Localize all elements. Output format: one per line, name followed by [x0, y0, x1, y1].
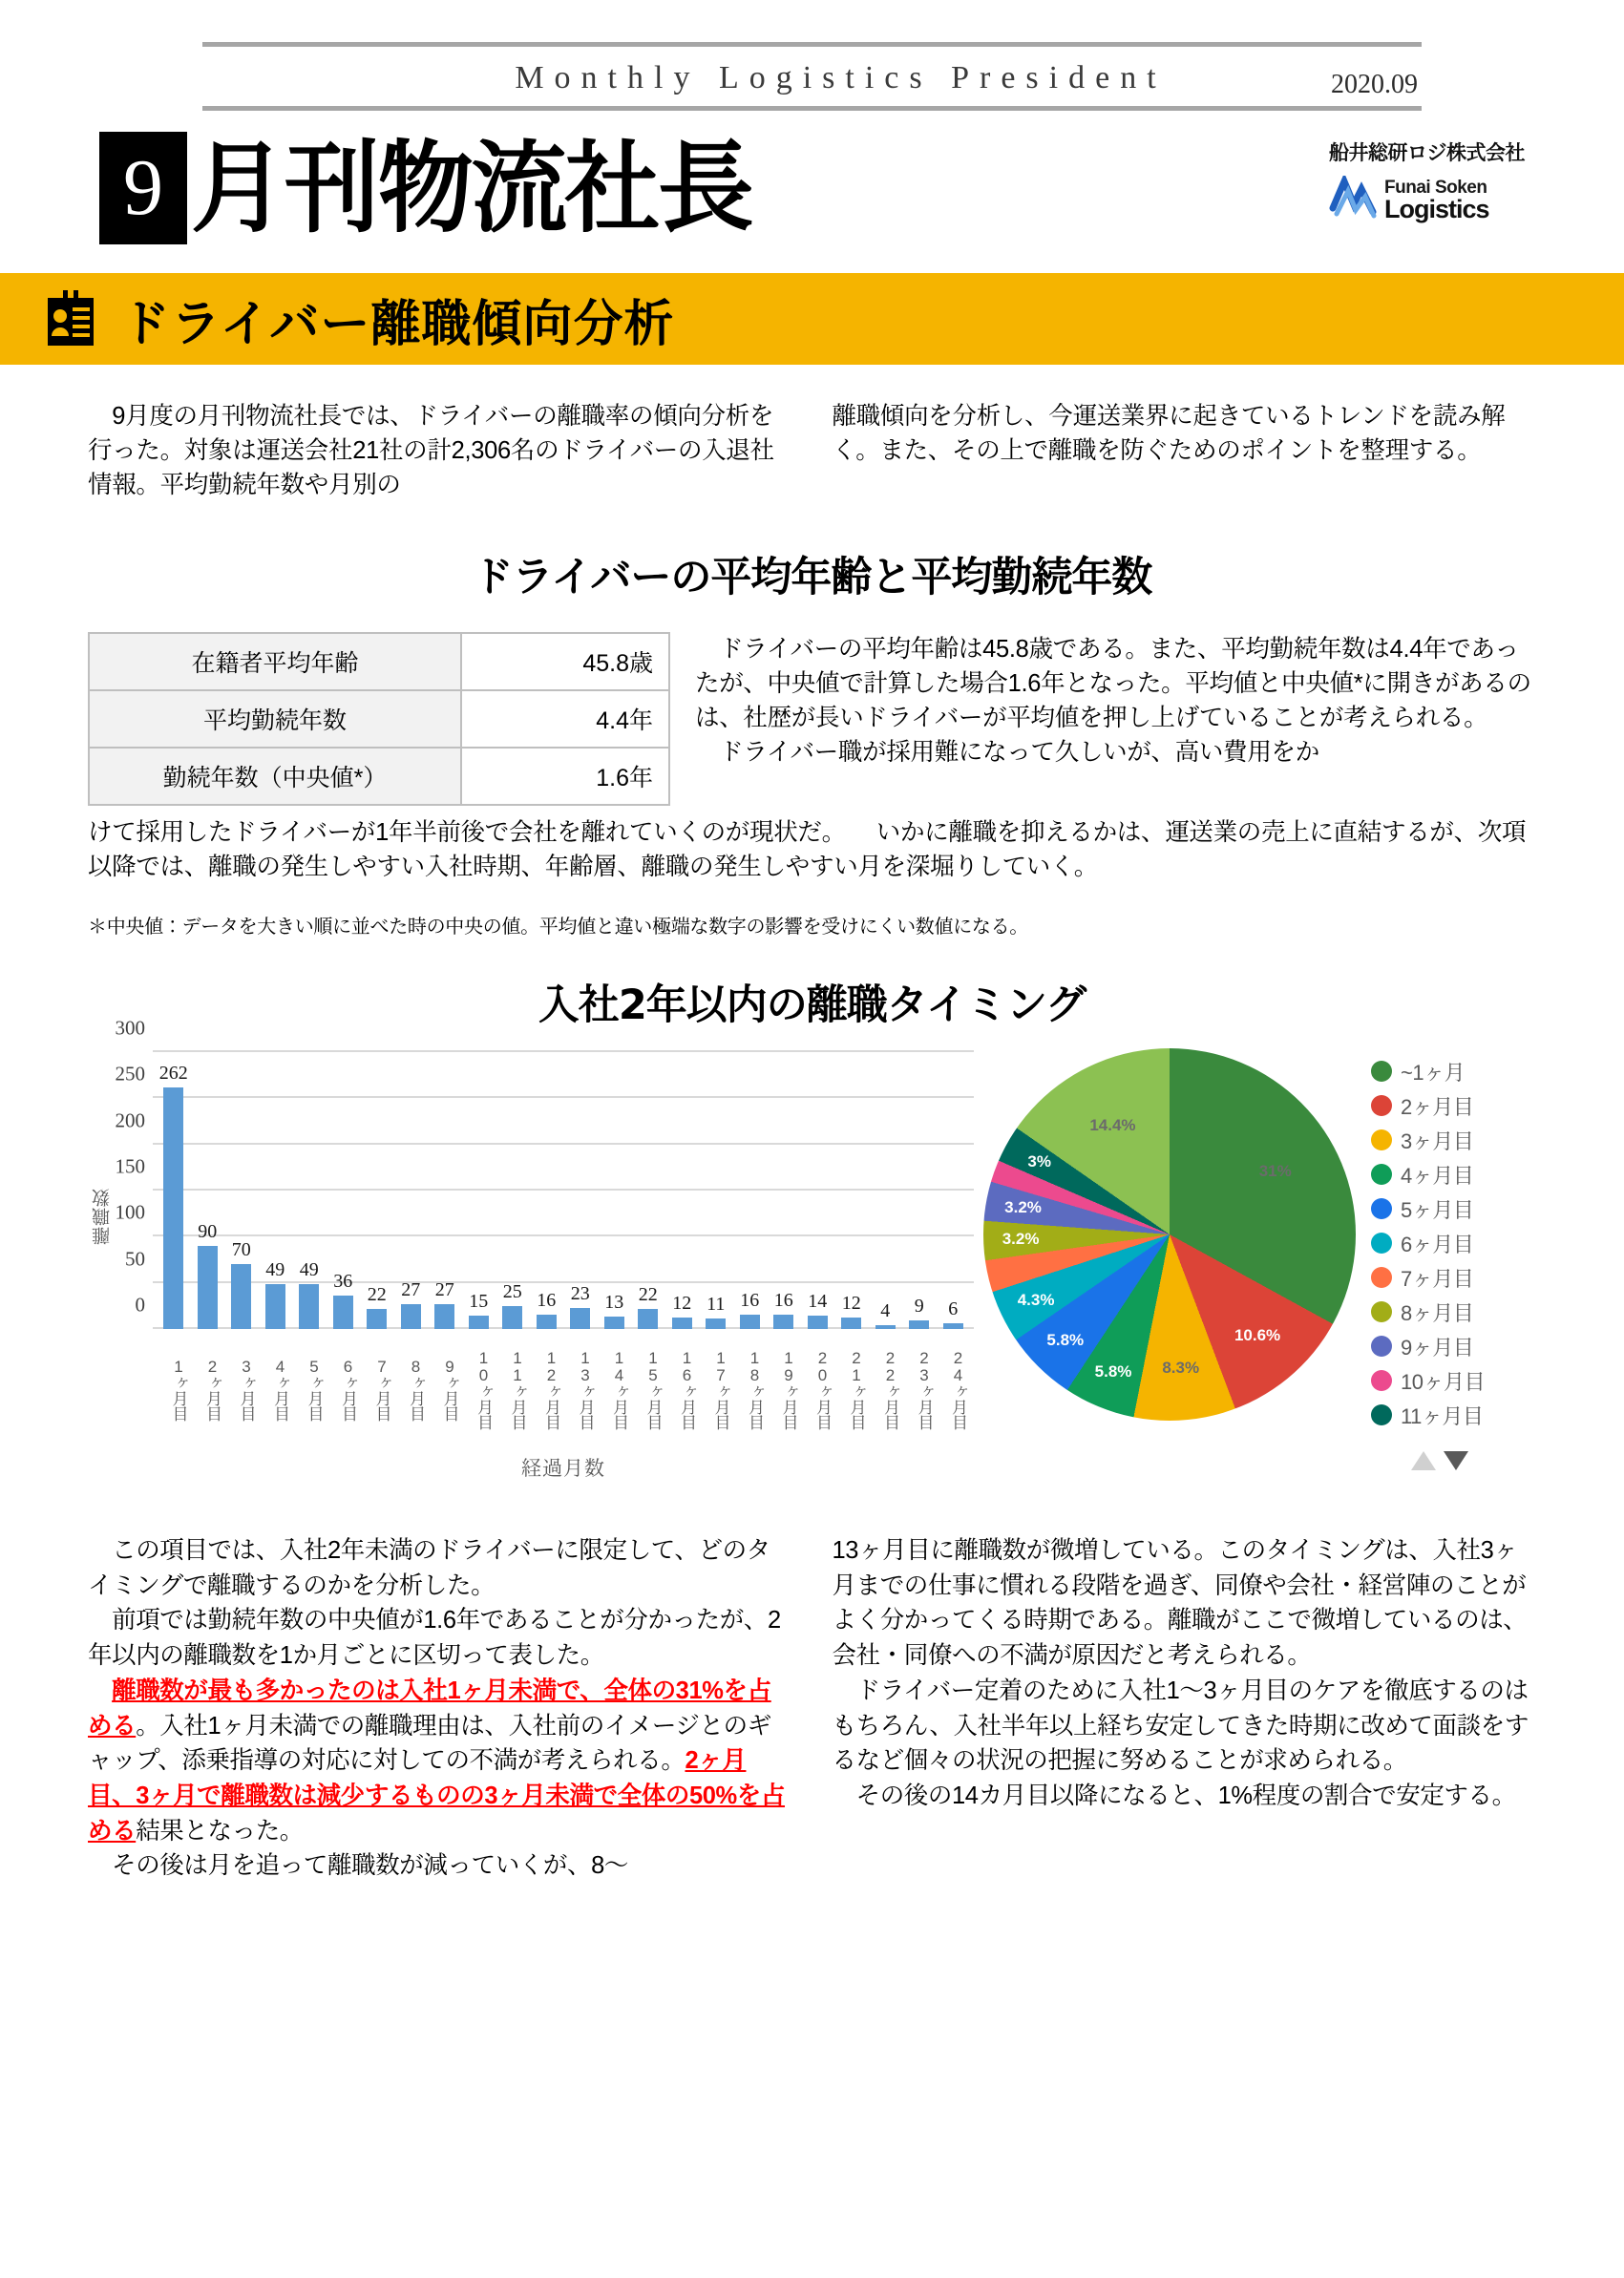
bar-column — [902, 1052, 937, 1329]
bar-column — [462, 1052, 496, 1329]
y-axis-tick: 100 — [115, 1200, 145, 1224]
highlighted-text: 離職数が最も多かったのは入社1ヶ月未満で、全体の31%を占める — [88, 1677, 771, 1740]
stats-table — [88, 632, 670, 806]
bar — [333, 1296, 353, 1329]
legend-item[interactable] — [1371, 1192, 1485, 1226]
y-axis-tick: 300 — [115, 1016, 145, 1040]
bar-column — [292, 1052, 327, 1329]
body-paragraph: その後の14カ月目以降になると、1%程度の割合で安定する。 — [832, 1782, 1516, 1810]
bar-column — [360, 1052, 394, 1329]
legend-item[interactable] — [1371, 1260, 1485, 1295]
bar-value-label: 25 — [502, 1280, 522, 1302]
table-row — [89, 748, 669, 805]
legend-color-swatch — [1371, 1198, 1392, 1219]
bar-chart-x-axis-labels — [153, 1333, 974, 1445]
legend-item[interactable] — [1371, 1398, 1485, 1432]
bar — [570, 1308, 590, 1329]
legend-color-swatch — [1371, 1129, 1392, 1150]
legend-label: 3ヶ月目 — [1401, 1128, 1474, 1153]
legend-label: 9ヶ月目 — [1401, 1335, 1474, 1360]
month-badge: 9 — [99, 132, 187, 244]
legend-color-swatch — [1371, 1061, 1392, 1082]
legend-label: 10ヶ月目 — [1401, 1369, 1485, 1394]
bar-column — [259, 1052, 293, 1329]
bar-value-label: 16 — [740, 1289, 760, 1311]
x-axis-tick-label: 19ヶ月目 — [779, 1349, 798, 1430]
body-paragraph — [88, 1674, 792, 1849]
x-axis-tick-label: 24ヶ月目 — [949, 1349, 967, 1430]
pie-slice-label: 4.3% — [1017, 1290, 1055, 1309]
logo-line-1: Funai Soken — [1384, 177, 1487, 198]
pie-chart-block — [976, 1044, 1536, 1470]
legend-label: 2ヶ月目 — [1401, 1094, 1474, 1119]
x-axis-tick-label: 11ヶ月目 — [508, 1349, 527, 1430]
x-axis-tick-label: 14ヶ月目 — [610, 1349, 628, 1430]
main-content — [0, 399, 1624, 1884]
bar-column — [224, 1052, 259, 1329]
x-axis-tick-label: 7ヶ月目 — [372, 1358, 391, 1422]
x-axis-tick-label: 2ヶ月目 — [203, 1358, 221, 1422]
bar-column — [598, 1052, 632, 1329]
legend-color-swatch — [1371, 1336, 1392, 1357]
bar — [265, 1284, 285, 1329]
bar-value-label: 15 — [469, 1290, 489, 1312]
bar-value-label: 16 — [773, 1289, 793, 1311]
bar-column — [191, 1052, 225, 1329]
bar — [537, 1315, 557, 1329]
legend-item[interactable] — [1371, 1295, 1485, 1329]
bottom-column-left — [88, 1533, 792, 1884]
body-text: 結果となった。 — [136, 1817, 304, 1845]
bar-column — [157, 1052, 191, 1329]
legend-scroll-controls[interactable] — [1371, 1451, 1485, 1470]
bar — [502, 1306, 522, 1329]
legend-item[interactable] — [1371, 1157, 1485, 1192]
bar-column — [496, 1052, 530, 1329]
bar-column — [733, 1052, 768, 1329]
x-axis-tick-label: 10ヶ月目 — [475, 1349, 493, 1430]
bar-column — [394, 1052, 429, 1329]
publication-title: 月刊物流社長 — [191, 130, 752, 246]
pie-slice-label: 8.3% — [1162, 1358, 1200, 1377]
bar-chart-plot-area — [115, 1016, 974, 1329]
bar-column — [665, 1052, 700, 1329]
legend-label: 11ヶ月目 — [1401, 1403, 1484, 1428]
body-paragraph: その後は月を追って離職数が減っていくが、8～ — [88, 1852, 628, 1880]
y-axis-tick: 150 — [115, 1154, 145, 1178]
bar-value-label: 4 — [880, 1300, 891, 1322]
x-axis-tick-label: 13ヶ月目 — [576, 1349, 595, 1430]
bar-value-label: 27 — [401, 1278, 421, 1300]
title-row — [0, 111, 1624, 244]
pie-slice-label: 3.2% — [1004, 1198, 1042, 1216]
stat-label-1: 平均勤続年数 — [89, 690, 461, 748]
bar-value-label: 27 — [434, 1278, 454, 1300]
legend-color-swatch — [1371, 1233, 1392, 1254]
body-paragraph: 13ヶ月目に離職数が微増している。このタイミングは、入社3ヶ月までの仕事に慣れる段階を過ぎ、同僚や会社・経営陣のことがよく分かってくる時期である。離職がここで微増しているのは、会社・同僚への不満が原因だと考えられる。 — [832, 1537, 1528, 1670]
bar — [943, 1323, 963, 1329]
bar-value-label: 12 — [672, 1293, 692, 1315]
body-paragraph: ドライバー定着のために入社1～3ヶ月目のケアを徹底するのはもちろん、入社半年以上経ち安定してきた時期に改めて面談をするなど個々の状況の把握に努めることが求められる。 — [832, 1677, 1529, 1775]
pie-slice-label: 31% — [1258, 1162, 1292, 1181]
legend-color-swatch — [1371, 1370, 1392, 1391]
company-name: 船井総研ロジ株式会社 — [1329, 142, 1525, 164]
bar-chart-x-axis-title: 経過月数 — [521, 1458, 605, 1481]
x-axis-tick-label: 8ヶ月目 — [407, 1358, 425, 1422]
pie-chart-legend — [1371, 1048, 1485, 1470]
y-axis-tick: 0 — [135, 1293, 145, 1317]
bar-chart-bars — [153, 1052, 974, 1329]
bottom-column-right — [833, 1533, 1537, 1884]
intro-column-left: 9月度の月刊物流社長では、ドライバーの離職率の傾向分析を行った。対象は運送会社21社の計2,306名のドライバーの入退社情報。平均勤続年数や月別の — [88, 403, 774, 499]
y-axis-tick: 200 — [115, 1108, 145, 1132]
bar — [841, 1318, 861, 1329]
logo-line-2: Logistics — [1384, 194, 1489, 223]
body-text: 。入社1ヶ月未満での離職理由は、入社前のイメージとのギャップ、添乗指導の対応に対しての不満が考えられる。 — [88, 1712, 771, 1775]
masthead — [0, 0, 1624, 111]
bar — [469, 1316, 489, 1330]
masthead-english-title: Monthly Logistics President — [515, 60, 1167, 95]
stats-row — [88, 632, 1536, 806]
bar-column — [834, 1052, 869, 1329]
bar-column — [530, 1052, 564, 1329]
intro-column-right: 離職傾向を分析し、今運送業界に起きているトレンドを読み解く。また、その上で離職を防ぐためのポイントを整理する。 — [832, 403, 1506, 465]
pie-chart — [983, 1048, 1356, 1421]
bar — [367, 1309, 387, 1329]
title-left-group — [99, 132, 775, 244]
legend-label: 5ヶ月目 — [1401, 1197, 1474, 1222]
bar — [434, 1304, 454, 1329]
logo-wordmark — [1384, 179, 1489, 222]
bar — [740, 1315, 760, 1329]
bar-value-label: 22 — [638, 1283, 658, 1305]
legend-item[interactable] — [1371, 1088, 1485, 1123]
x-axis-tick-label: 3ヶ月目 — [237, 1358, 256, 1422]
legend-color-swatch — [1371, 1404, 1392, 1425]
table-row — [89, 633, 669, 690]
x-axis-tick-label: 6ヶ月目 — [339, 1358, 357, 1422]
stat-label-0: 在籍者平均年齢 — [89, 633, 461, 690]
bar-column — [767, 1052, 801, 1329]
pie-slice-label: 3.2% — [1002, 1230, 1040, 1249]
funai-soken-logistics-logo — [1329, 176, 1525, 224]
pie-slice-label: 5.8% — [1046, 1331, 1085, 1350]
bar — [808, 1316, 828, 1329]
legend-label: 8ヶ月目 — [1401, 1300, 1474, 1325]
y-axis-tick: 250 — [115, 1062, 145, 1086]
banner-title: ドライバー離職傾向分析 — [120, 295, 675, 353]
x-axis-tick-label: 20ヶ月目 — [813, 1349, 832, 1430]
highlighted-text: 2ヶ月目、3ヶ月で離職数は減少するものの3ヶ月未満で全体の50%を占める — [88, 1747, 786, 1845]
section-1-below-text: けて採用したドライバーが1年半前後で会社を離れていくのが現状だ。 いかに離職を抑えるかは、運送業の売上に直結するが、次項以降では、離職の発生しやすい入社時期、年齢層、離職の発生しやすい月を深堀りしていく。 — [88, 818, 1527, 880]
body-paragraph: 前項では勤続年数の中央値が1.6年であることが分かったが、2年以内の離職数を1か月ごとに区切って表した。 — [88, 1607, 781, 1670]
x-axis-tick-label: 12ヶ月目 — [542, 1349, 560, 1430]
legend-label: 4ヶ月目 — [1401, 1163, 1474, 1188]
legend-item[interactable] — [1371, 1363, 1485, 1398]
x-axis-tick-label: 23ヶ月目 — [915, 1349, 934, 1430]
bar — [198, 1246, 218, 1329]
x-axis-tick-label: 4ヶ月目 — [271, 1358, 289, 1422]
bar — [875, 1325, 896, 1329]
brand-block — [1329, 132, 1525, 224]
body-paragraph: この項目では、入社2年未満のドライバーに限定して、どのタイミングで離職するのかを分析した。 — [88, 1537, 770, 1599]
legend-item[interactable] — [1371, 1123, 1485, 1157]
bar — [706, 1318, 726, 1329]
section-1-footnote: ＊中央値：データを大きい順に並べた時の中央の値。平均値と違い極端な数字の影響を受けにくい数値になる。 — [88, 917, 1028, 939]
bar-value-label: 70 — [231, 1239, 251, 1261]
stats-side-text: ドライバーの平均年齢は45.8歳である。また、平均勤続年数は4.4年であったが、中央値で計算した場合1.6年となった。平均値と中央値*に開きがあるのは、社歴が長いドライバーが平均値を押し上げていることが考えられる。 ドライバー職が採用難になって久しいが、高い費用をか — [695, 635, 1531, 767]
bar-value-label: 90 — [198, 1221, 218, 1243]
logo-mark-icon — [1329, 176, 1377, 224]
stat-value-0: 45.8歳 — [461, 633, 669, 690]
body-text — [88, 1677, 112, 1704]
bar-value-label: 262 — [158, 1062, 188, 1084]
bar-value-label: 13 — [604, 1292, 624, 1314]
bar-column — [631, 1052, 665, 1329]
stat-label-2: 勤続年数（中央値*） — [89, 748, 461, 805]
y-axis-tick: 50 — [125, 1247, 145, 1271]
x-axis-tick-label: 21ヶ月目 — [847, 1349, 866, 1430]
legend-color-swatch — [1371, 1164, 1392, 1185]
bar-value-label: 49 — [265, 1258, 285, 1280]
bar — [299, 1284, 319, 1329]
legend-items — [1371, 1054, 1485, 1432]
pie-slice-label: 3% — [1027, 1152, 1051, 1171]
legend-item[interactable] — [1371, 1226, 1485, 1260]
x-axis-tick-label: 1ヶ月目 — [169, 1358, 188, 1422]
bar — [231, 1264, 251, 1329]
bar-column — [869, 1052, 903, 1329]
legend-label: 6ヶ月目 — [1401, 1232, 1474, 1256]
masthead-middle — [99, 47, 1525, 106]
pie-slice-label: 10.6% — [1234, 1326, 1281, 1344]
masthead-date: 2020.09 — [1331, 70, 1418, 99]
pie-slice-label: 14.4% — [1089, 1115, 1136, 1134]
stat-value-1: 4.4年 — [461, 690, 669, 748]
x-axis-tick-label: 17ヶ月目 — [711, 1349, 730, 1430]
bar-chart-y-axis-label: 離職数 — [93, 1188, 113, 1246]
bar — [773, 1315, 793, 1329]
bar — [909, 1320, 929, 1329]
bar-column — [937, 1052, 971, 1329]
bar-value-label: 36 — [333, 1271, 353, 1293]
legend-item[interactable] — [1371, 1054, 1485, 1088]
bar-value-label: 23 — [570, 1282, 590, 1304]
id-card-icon — [46, 290, 95, 348]
bar-value-label: 14 — [808, 1291, 828, 1313]
intro-paragraphs — [88, 399, 1536, 503]
bar-value-label: 12 — [841, 1293, 861, 1315]
bar-value-label: 49 — [299, 1258, 319, 1280]
section-banner — [0, 273, 1624, 365]
bar-column — [699, 1052, 733, 1329]
x-axis-tick-label: 16ヶ月目 — [678, 1349, 696, 1430]
section-2-title: 入社2年以内の離職タイミング — [538, 981, 1086, 1030]
bar — [163, 1087, 183, 1329]
charts-row — [88, 1016, 1536, 1512]
legend-label: 7ヶ月目 — [1401, 1266, 1474, 1291]
table-row — [89, 690, 669, 748]
section-1-title: ドライバーの平均年齢と平均勤続年数 — [472, 553, 1152, 601]
legend-color-swatch — [1371, 1267, 1392, 1288]
bar — [401, 1304, 421, 1329]
bar-column — [563, 1052, 598, 1329]
legend-color-swatch — [1371, 1095, 1392, 1116]
bar — [604, 1317, 624, 1329]
bar — [672, 1318, 692, 1329]
scroll-up-arrow-icon[interactable] — [1411, 1451, 1436, 1470]
bar-chart — [88, 1016, 976, 1512]
x-axis-tick-label: 15ヶ月目 — [643, 1349, 663, 1430]
x-axis-tick-label: 5ヶ月目 — [305, 1358, 324, 1422]
bar-column — [801, 1052, 835, 1329]
pie-slice-label: 5.8% — [1094, 1362, 1132, 1382]
bar-column — [428, 1052, 462, 1329]
scroll-down-arrow-icon[interactable] — [1444, 1451, 1468, 1470]
legend-item[interactable] — [1371, 1329, 1485, 1363]
bar-value-label: 11 — [707, 1294, 726, 1316]
stat-value-2: 1.6年 — [461, 748, 669, 805]
x-axis-tick-label: 18ヶ月目 — [746, 1349, 764, 1430]
bar-value-label: 9 — [914, 1296, 924, 1318]
x-axis-tick-label: 22ヶ月目 — [881, 1349, 899, 1430]
x-axis-tick-label: 9ヶ月目 — [440, 1358, 459, 1422]
bar-value-label: 6 — [948, 1298, 959, 1320]
bar — [638, 1309, 658, 1329]
legend-color-swatch — [1371, 1301, 1392, 1322]
bar-column — [327, 1052, 361, 1329]
bar-value-label: 16 — [537, 1289, 557, 1311]
bar-value-label: 22 — [367, 1283, 387, 1305]
legend-label: ~1ヶ月 — [1401, 1060, 1466, 1085]
bottom-text — [88, 1533, 1536, 1884]
